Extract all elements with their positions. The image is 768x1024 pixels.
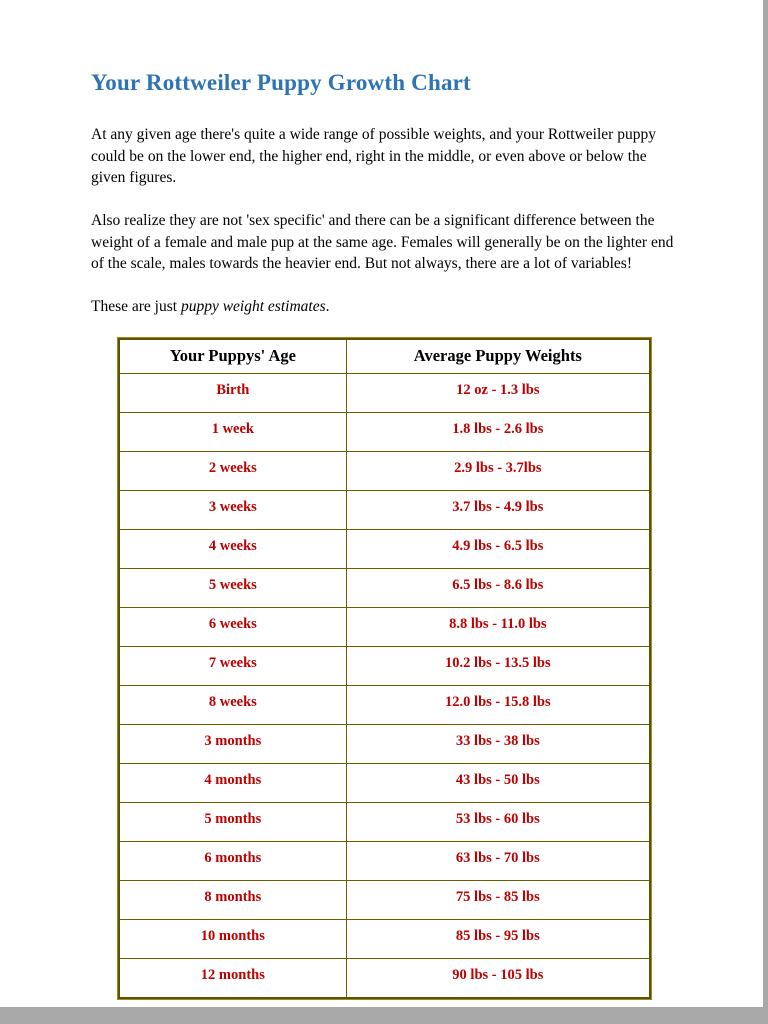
age-cell: Birth — [119, 373, 346, 412]
table-row — [119, 568, 650, 607]
weight-cell: 8.8 lbs - 11.0 lbs — [346, 607, 650, 646]
growth-table-body — [119, 373, 650, 998]
table-row — [119, 685, 650, 724]
header-row — [119, 339, 650, 374]
table-row — [119, 490, 650, 529]
weight-cell: 12.0 lbs - 15.8 lbs — [346, 685, 650, 724]
age-cell: 2 weeks — [119, 451, 346, 490]
weight-cell: 43 lbs - 50 lbs — [346, 763, 650, 802]
age-cell: 7 weeks — [119, 646, 346, 685]
weight-cell: 1.8 lbs - 2.6 lbs — [346, 412, 650, 451]
intro-paragraph-3 — [91, 296, 677, 318]
table-row — [119, 958, 650, 998]
intro-paragraph-1: At any given age there's quite a wide range of possible weights, and your Rottweiler puppy could be on the lower end, the higher end, right in the middle, or even above or below the given figures. — [91, 126, 656, 187]
growth-chart-table — [118, 338, 651, 999]
weight-cell: 4.9 lbs - 6.5 lbs — [346, 529, 650, 568]
table-row — [119, 529, 650, 568]
table-row — [119, 763, 650, 802]
table-row — [119, 607, 650, 646]
age-cell: 6 weeks — [119, 607, 346, 646]
weight-cell: 6.5 lbs - 8.6 lbs — [346, 568, 650, 607]
age-cell: 10 months — [119, 919, 346, 958]
table-row — [119, 919, 650, 958]
intro-paragraph-2: Also realize they are not 'sex specific' and there can be a significant difference between the weight of a female and male pup at the same age. Females will generally be on the lighter end of the scale, males towards the heavier end. But not always, there are a lot of variables! — [91, 212, 674, 273]
weight-cell: 90 lbs - 105 lbs — [346, 958, 650, 998]
table-row — [119, 841, 650, 880]
table-row — [119, 373, 650, 412]
weight-cell: 12 oz - 1.3 lbs — [346, 373, 650, 412]
age-column-header: Your Puppys' Age — [119, 339, 346, 374]
table-row — [119, 412, 650, 451]
weight-cell: 3.7 lbs - 4.9 lbs — [346, 490, 650, 529]
table-row — [119, 646, 650, 685]
table-row — [119, 724, 650, 763]
weight-column-header: Average Puppy Weights — [346, 339, 650, 374]
weight-cell: 2.9 lbs - 3.7lbs — [346, 451, 650, 490]
age-cell: 4 weeks — [119, 529, 346, 568]
page-title: Your Rottweiler Puppy Growth Chart — [91, 70, 471, 95]
age-cell: 12 months — [119, 958, 346, 998]
estimates-text-suffix: . — [325, 298, 330, 316]
age-cell: 8 weeks — [119, 685, 346, 724]
growth-table-head — [119, 339, 650, 374]
weight-cell: 75 lbs - 85 lbs — [346, 880, 650, 919]
weight-cell: 85 lbs - 95 lbs — [346, 919, 650, 958]
age-cell: 4 months — [119, 763, 346, 802]
weight-cell: 63 lbs - 70 lbs — [346, 841, 650, 880]
age-cell: 3 months — [119, 724, 346, 763]
table-row — [119, 802, 650, 841]
table-row — [119, 880, 650, 919]
weight-cell: 10.2 lbs - 13.5 lbs — [346, 646, 650, 685]
weight-cell: 33 lbs - 38 lbs — [346, 724, 650, 763]
weight-cell: 53 lbs - 60 lbs — [346, 802, 650, 841]
estimates-text-prefix: These are just — [91, 298, 181, 316]
age-cell: 1 week — [119, 412, 346, 451]
age-cell: 5 months — [119, 802, 346, 841]
estimates-text-italic: puppy weight estimates — [180, 298, 326, 316]
age-cell: 3 weeks — [119, 490, 346, 529]
age-cell: 6 months — [119, 841, 346, 880]
age-cell: 5 weeks — [119, 568, 346, 607]
table-row — [119, 451, 650, 490]
age-cell: 8 months — [119, 880, 346, 919]
